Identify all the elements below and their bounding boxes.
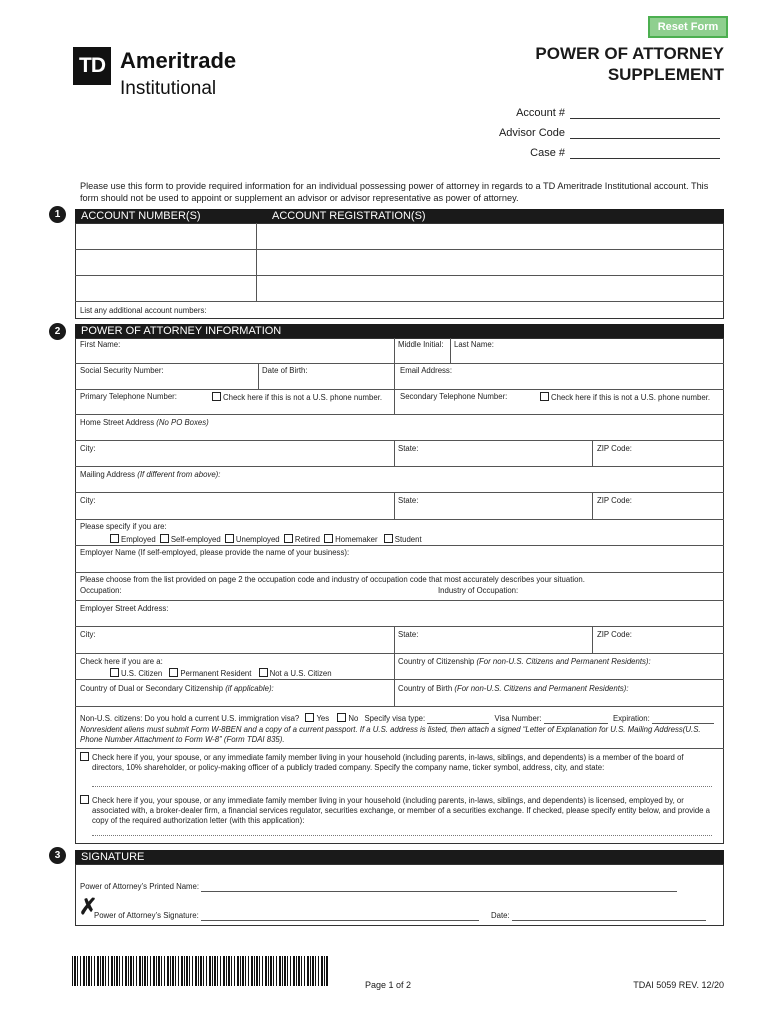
primary-not-us-phone[interactable]: Check here if this is not a U.S. phone number. [212, 392, 382, 403]
employer-address-field[interactable]: Employer Street Address: [80, 604, 169, 613]
signature-mark-icon: ✗ [79, 894, 98, 919]
occupation-field[interactable]: Occupation: [80, 586, 122, 595]
barcode [72, 956, 328, 986]
mailing-state-field[interactable]: State: [398, 496, 419, 505]
row-line [75, 414, 724, 415]
dual-citizenship-field[interactable]: Country of Dual or Secondary Citizenship (if applicable): [80, 684, 274, 693]
licensed-text: Check here if you, your spouse, or any immediate family member living in your household (including parents, in-laws, siblings, and dependents) is licensed, employed by, or associated with, a broker-dealer firm, a financial services regulator, securities exchange, or member of a securities exchange. If checked, please specify entity below, and provide a copy of the required authorization letter (with this application): [92, 796, 711, 825]
signature-heading: SIGNATURE [81, 851, 145, 863]
row-line [75, 440, 724, 441]
home-state-field[interactable]: State: [398, 444, 419, 453]
row-line [75, 706, 724, 707]
board-member-entry-line[interactable] [92, 786, 712, 787]
section1-row-line [75, 301, 724, 302]
employer-zip-field[interactable]: ZIP Code: [597, 630, 632, 639]
form-title-line2: SUPPLEMENT [607, 65, 724, 84]
section2-header [75, 324, 724, 338]
board-member-text: Check here if you, your spouse, or any immediate family member living in your household (including parents, in-laws, siblings, and dependents) is a member of the board of directors, 10% shareholder, or policy-making officer of a publicly traded company. Specify the company name, ticker symbol, address, city, and state: [92, 753, 684, 772]
employer-state-field[interactable]: State: [398, 630, 419, 639]
additional-accounts-label: List any additional account numbers: [80, 306, 207, 315]
poa-info-heading: POWER OF ATTORNEY INFORMATION [81, 325, 282, 337]
homemaker-option[interactable]: Homemaker [324, 535, 377, 544]
col-divider [394, 363, 395, 414]
visa-yes-option[interactable]: Yes [305, 714, 329, 723]
mailing-city-field[interactable]: City: [80, 496, 96, 505]
col-divider [258, 363, 259, 389]
account-registration-input-1[interactable] [257, 224, 723, 248]
col-divider [394, 492, 395, 519]
country-birth-field[interactable]: Country of Birth (For non-U.S. Citizens and Permanent Residents): [398, 684, 629, 693]
row-line [75, 572, 724, 573]
employer-name-field[interactable]: Employer Name (If self-employed, please provide the name of your business): [80, 548, 350, 557]
permanent-resident-option[interactable]: Permanent Resident [169, 669, 251, 678]
logo-subtitle: Institutional [120, 78, 217, 99]
licensed-entry-line[interactable] [92, 835, 712, 836]
intro-text: Please use this form to provide required information for an individual possessing power of attorney in regards to a TD Ameritrade Institutional account. This form should not be used to appoint or supplement an advisor or advisor representative as power of attorney. [80, 181, 709, 203]
section1-header [75, 209, 724, 223]
visa-row [80, 713, 714, 724]
account-number-input-1[interactable] [76, 224, 255, 248]
primary-phone-field[interactable]: Primary Telephone Number: [80, 392, 177, 401]
col-divider [394, 338, 395, 363]
row-line [75, 363, 724, 364]
row-line [75, 653, 724, 654]
citizenship-options [110, 668, 332, 679]
case-number-field[interactable]: Case # [530, 147, 720, 159]
account-number-input-3[interactable] [76, 276, 255, 300]
primary-not-us-checkbox[interactable] [212, 392, 221, 401]
form-title [464, 43, 724, 85]
row-line [75, 519, 724, 520]
secondary-not-us-checkbox[interactable] [540, 392, 549, 401]
retired-option[interactable]: Retired [284, 535, 320, 544]
employment-options [110, 534, 422, 545]
first-name-field[interactable]: First Name: [80, 340, 121, 349]
signature-field[interactable]: Power of Attorney’s Signature: [94, 911, 479, 921]
date-field[interactable]: Date: [491, 911, 706, 921]
visa-type-field[interactable]: Specify visa type: [364, 714, 489, 723]
board-member-checkbox[interactable] [80, 752, 91, 763]
home-zip-field[interactable]: ZIP Code: [597, 444, 632, 453]
section-number-2: 2 [49, 323, 66, 340]
licensed-checkbox[interactable] [80, 795, 91, 806]
secondary-not-us-phone[interactable]: Check here if this is not a U.S. phone number. [540, 392, 710, 403]
col-divider [592, 492, 593, 519]
visa-expiration-field[interactable]: Expiration: [613, 714, 714, 723]
self-employed-option[interactable]: Self-employed [160, 535, 221, 544]
col-divider [592, 626, 593, 653]
row-line [75, 545, 724, 546]
row-line [75, 600, 724, 601]
mailing-address-field[interactable]: Mailing Address (If different from above): [80, 470, 221, 479]
dob-field[interactable]: Date of Birth: [262, 366, 308, 375]
advisor-code-field[interactable]: Advisor Code [499, 127, 720, 139]
account-number-field[interactable]: Account # [516, 107, 720, 119]
middle-initial-field[interactable]: Middle Initial: [398, 340, 444, 349]
row-line [75, 492, 724, 493]
form-title-line1: POWER OF ATTORNEY [535, 44, 724, 63]
ssn-field[interactable]: Social Security Number: [80, 366, 164, 375]
visa-question: Non-U.S. citizens: Do you hold a current U.S. immigration visa? [80, 714, 300, 723]
section-number-1: 1 [49, 206, 66, 223]
employed-option[interactable]: Employed [110, 535, 156, 544]
col-divider [394, 626, 395, 706]
row-line [75, 389, 724, 390]
form-id: TDAI 5059 REV. 12/20 [633, 980, 724, 990]
industry-field[interactable]: Industry of Occupation: [438, 586, 519, 595]
row-line [75, 748, 724, 749]
account-registration-input-3[interactable] [257, 276, 723, 300]
col-divider [450, 338, 451, 363]
home-city-field[interactable]: City: [80, 444, 96, 453]
page-number: Page 1 of 2 [365, 980, 412, 990]
us-citizen-option[interactable]: U.S. Citizen [110, 669, 162, 678]
home-address-field[interactable]: Home Street Address (No PO Boxes) [80, 418, 209, 427]
account-registrations-heading: ACCOUNT REGISTRATION(S) [272, 210, 426, 222]
row-line [75, 679, 724, 680]
visa-number-field[interactable]: Visa Number: [495, 714, 608, 723]
visa-no-option[interactable]: No [337, 714, 358, 723]
student-option[interactable]: Student [384, 535, 422, 544]
nonresident-note: Nonresident aliens must submit Form W-8BEN and a copy of a current passport. If a U.S. address is listed, then attach a signed “Letter of Explanation for U.S. Mailing Address(U.S. Phone Number Attachment to Form W-8” (Form TDAI 835). [80, 725, 701, 744]
logo-name: Ameritrade [120, 48, 237, 73]
section3-header [75, 850, 724, 864]
employer-city-field[interactable]: City: [80, 630, 96, 639]
secondary-phone-field[interactable]: Secondary Telephone Number: [400, 392, 508, 401]
printed-name-field[interactable]: Power of Attorney’s Printed Name: [80, 882, 677, 892]
email-field[interactable]: Email Address: [400, 366, 453, 375]
account-registration-input-2[interactable] [257, 250, 723, 274]
mailing-zip-field[interactable]: ZIP Code: [597, 496, 632, 505]
account-number-input-2[interactable] [76, 250, 255, 274]
reset-form-button[interactable]: Reset Form [648, 16, 728, 38]
unemployed-option[interactable]: Unemployed [225, 535, 280, 544]
section-number-3: 3 [49, 847, 66, 864]
td-logo-mark: TD [73, 47, 111, 85]
row-line [75, 466, 724, 467]
country-citizenship-field[interactable]: Country of Citizenship (For non-U.S. Citizens and Permanent Residents): [398, 657, 651, 666]
col-divider [394, 440, 395, 466]
occupation-note: Please choose from the list provided on page 2 the occupation code and industry of occupation code that most accurately describes your situation. [80, 575, 585, 584]
row-line [75, 626, 724, 627]
citizenship-label: Check here if you are a: [80, 657, 163, 666]
col-divider [592, 440, 593, 466]
last-name-field[interactable]: Last Name: [454, 340, 494, 349]
account-numbers-heading: ACCOUNT NUMBER(S) [81, 210, 201, 222]
not-us-citizen-option[interactable]: Not a U.S. Citizen [259, 669, 332, 678]
employment-status-label: Please specify if you are: [80, 522, 167, 531]
